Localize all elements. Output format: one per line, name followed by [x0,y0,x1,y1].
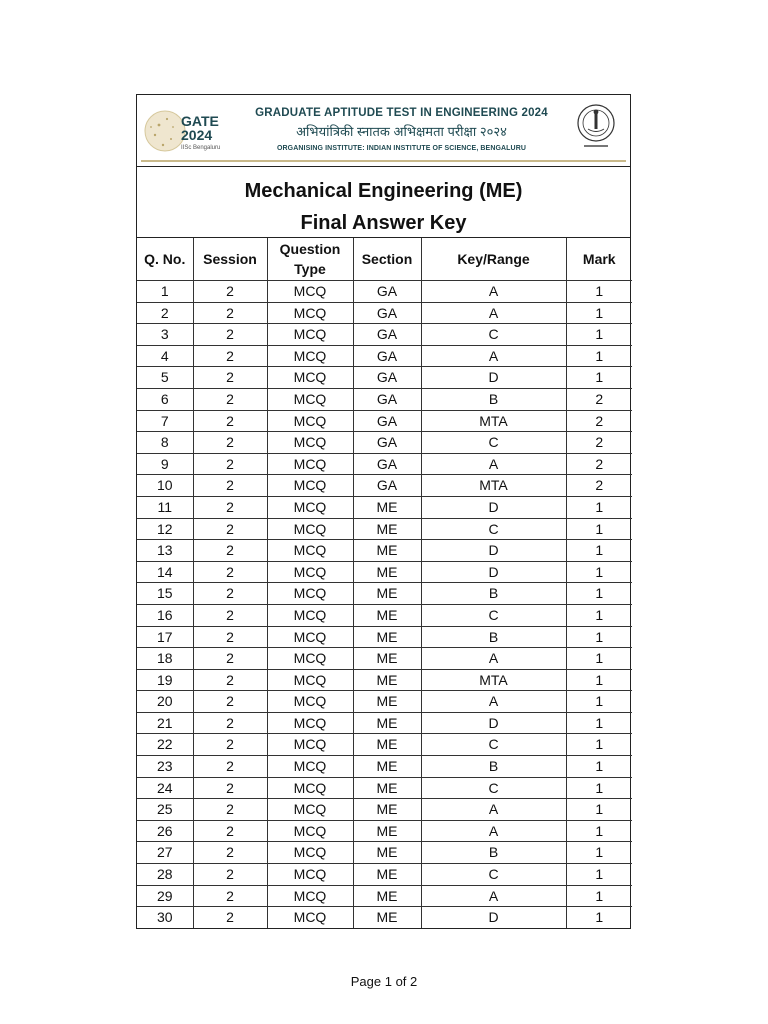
session-cell: 2 [193,518,267,540]
mark-cell: 2 [566,453,632,475]
question-type-cell: MCQ [267,345,353,367]
mark-cell: 1 [566,842,632,864]
mark-cell: 1 [566,496,632,518]
table-row [137,669,632,691]
question-number-cell: 6 [137,388,193,410]
header-title-english: GRADUATE APTITUDE TEST IN ENGINEERING 2024 [255,107,548,119]
section-cell: GA [353,281,421,303]
question-type-cell: MCQ [267,734,353,756]
column-header: Session [193,238,267,281]
mark-cell: 1 [566,669,632,691]
session-cell: 2 [193,885,267,907]
key-range-cell: D [421,561,566,583]
session-cell: 2 [193,432,267,454]
question-number-cell: 3 [137,324,193,346]
question-type-cell: MCQ [267,756,353,778]
question-type-cell: MCQ [267,475,353,497]
table-row [137,777,632,799]
key-range-cell: B [421,388,566,410]
section-cell: ME [353,669,421,691]
table-row [137,885,632,907]
logo-gate-text: GATE [181,113,219,129]
question-type-cell: MCQ [267,820,353,842]
session-cell: 2 [193,712,267,734]
mark-cell: 1 [566,777,632,799]
question-number-cell: 13 [137,540,193,562]
question-type-cell: MCQ [267,324,353,346]
key-range-cell: A [421,648,566,670]
section-cell: ME [353,648,421,670]
table-row [137,604,632,626]
section-cell: GA [353,367,421,389]
question-type-cell: MCQ [267,907,353,928]
question-type-cell: MCQ [267,712,353,734]
iisc-emblem [572,101,620,155]
document-title: Mechanical Engineering (ME) [244,180,523,202]
session-cell: 2 [193,669,267,691]
question-number-cell: 14 [137,561,193,583]
question-type-cell: MCQ [267,302,353,324]
mark-cell: 1 [566,648,632,670]
logo-year-text: 2024 [181,127,213,143]
mark-cell: 1 [566,518,632,540]
section-cell: ME [353,518,421,540]
mark-cell: 1 [566,281,632,303]
section-cell: ME [353,756,421,778]
session-cell: 2 [193,907,267,928]
session-cell: 2 [193,410,267,432]
mark-cell: 2 [566,432,632,454]
mark-cell: 1 [566,604,632,626]
key-range-cell: MTA [421,410,566,432]
table-row [137,324,632,346]
question-number-cell: 19 [137,669,193,691]
question-type-cell: MCQ [267,799,353,821]
question-number-cell: 7 [137,410,193,432]
column-header: Mark [566,238,632,281]
key-range-cell: B [421,842,566,864]
table-row [137,475,632,497]
mark-cell: 1 [566,583,632,605]
gate-2024-logo [143,101,231,157]
table-row [137,907,632,928]
mark-cell: 1 [566,540,632,562]
question-number-cell: 24 [137,777,193,799]
section-cell: ME [353,561,421,583]
key-range-cell: D [421,496,566,518]
session-cell: 2 [193,561,267,583]
header-divider [141,160,626,162]
mark-cell: 2 [566,410,632,432]
section-cell: ME [353,842,421,864]
question-number-cell: 29 [137,885,193,907]
key-range-cell: C [421,864,566,886]
session-cell: 2 [193,604,267,626]
session-cell: 2 [193,864,267,886]
table-row [137,756,632,778]
question-number-cell: 2 [137,302,193,324]
section-cell: ME [353,496,421,518]
document-header [137,95,630,167]
mark-cell: 2 [566,475,632,497]
page-number: Page 1 of 2 [350,974,418,989]
column-header: Key/Range [421,238,566,281]
question-number-cell: 18 [137,648,193,670]
question-type-cell: MCQ [267,432,353,454]
question-number-cell: 9 [137,453,193,475]
question-type-cell: MCQ [267,864,353,886]
header-titles [237,107,566,152]
question-number-cell: 5 [137,367,193,389]
mark-cell: 1 [566,799,632,821]
question-type-cell: MCQ [267,561,353,583]
mark-cell: 1 [566,367,632,389]
key-range-cell: A [421,691,566,713]
session-cell: 2 [193,324,267,346]
section-cell: GA [353,345,421,367]
table-row [137,367,632,389]
logo-sub-text: IISc Bengaluru [181,145,221,151]
document-subtitle: Final Answer Key [300,212,467,234]
header-organiser: ORGANISING INSTITUTE: INDIAN INSTITUTE OF SCIENCE, BENGALURU [276,145,527,152]
question-type-cell: MCQ [267,367,353,389]
question-number-cell: 25 [137,799,193,821]
key-range-cell: B [421,626,566,648]
session-cell: 2 [193,496,267,518]
key-range-cell: C [421,324,566,346]
key-range-cell: A [421,281,566,303]
mark-cell: 1 [566,864,632,886]
question-number-cell: 17 [137,626,193,648]
column-header: Question Type [267,238,353,281]
key-range-cell: A [421,820,566,842]
session-cell: 2 [193,842,267,864]
key-range-cell: A [421,345,566,367]
column-header: Section [353,238,421,281]
question-number-cell: 23 [137,756,193,778]
question-number-cell: 20 [137,691,193,713]
section-cell: ME [353,885,421,907]
question-type-cell: MCQ [267,842,353,864]
section-cell: ME [353,864,421,886]
mark-cell: 1 [566,626,632,648]
key-range-cell: D [421,712,566,734]
table-row [137,820,632,842]
question-type-cell: MCQ [267,777,353,799]
question-type-cell: MCQ [267,583,353,605]
section-cell: GA [353,432,421,454]
question-type-cell: MCQ [267,604,353,626]
table-row [137,864,632,886]
question-number-cell: 22 [137,734,193,756]
key-range-cell: C [421,777,566,799]
section-cell: GA [353,453,421,475]
question-type-cell: MCQ [267,885,353,907]
answer-key-body [137,281,632,928]
session-cell: 2 [193,777,267,799]
section-cell: ME [353,820,421,842]
session-cell: 2 [193,281,267,303]
session-cell: 2 [193,540,267,562]
session-cell: 2 [193,453,267,475]
gate-globe-icon [143,101,231,157]
key-range-cell: B [421,583,566,605]
session-cell: 2 [193,388,267,410]
question-number-cell: 12 [137,518,193,540]
question-type-cell: MCQ [267,453,353,475]
table-row [137,842,632,864]
section-cell: GA [353,302,421,324]
mark-cell: 1 [566,734,632,756]
question-number-cell: 8 [137,432,193,454]
table-row [137,583,632,605]
key-range-cell: A [421,302,566,324]
table-row [137,712,632,734]
mark-cell: 1 [566,302,632,324]
section-cell: GA [353,475,421,497]
table-row [137,799,632,821]
answer-key-sheet [136,94,631,929]
question-number-cell: 16 [137,604,193,626]
table-row [137,345,632,367]
key-range-cell: D [421,367,566,389]
session-cell: 2 [193,302,267,324]
question-number-cell: 1 [137,281,193,303]
table-row [137,648,632,670]
question-number-cell: 4 [137,345,193,367]
table-row [137,496,632,518]
header-title-hindi: अभियांत्रिकी स्नातक अभिक्षमता परीक्षा २०२४ [296,124,507,139]
question-type-cell: MCQ [267,410,353,432]
session-cell: 2 [193,734,267,756]
question-type-cell: MCQ [267,626,353,648]
session-cell: 2 [193,799,267,821]
question-number-cell: 30 [137,907,193,928]
mark-cell: 1 [566,561,632,583]
section-cell: GA [353,388,421,410]
key-range-cell: C [421,734,566,756]
question-number-cell: 26 [137,820,193,842]
session-cell: 2 [193,756,267,778]
section-cell: ME [353,777,421,799]
answer-key-table [137,238,632,928]
key-range-cell: MTA [421,475,566,497]
mark-cell: 1 [566,345,632,367]
mark-cell: 1 [566,885,632,907]
section-cell: ME [353,712,421,734]
mark-cell: 1 [566,712,632,734]
table-row [137,561,632,583]
question-type-cell: MCQ [267,669,353,691]
question-type-cell: MCQ [267,648,353,670]
section-cell: ME [353,734,421,756]
question-number-cell: 10 [137,475,193,497]
key-range-cell: C [421,518,566,540]
table-row [137,432,632,454]
table-row [137,281,632,303]
table-row [137,626,632,648]
key-range-cell: A [421,453,566,475]
session-cell: 2 [193,820,267,842]
session-cell: 2 [193,345,267,367]
table-header-row [137,238,632,281]
key-range-cell: D [421,540,566,562]
document-title-block [137,167,630,238]
mark-cell: 1 [566,820,632,842]
question-type-cell: MCQ [267,691,353,713]
section-cell: ME [353,626,421,648]
session-cell: 2 [193,626,267,648]
session-cell: 2 [193,691,267,713]
iisc-seal-icon [572,101,620,155]
mark-cell: 1 [566,907,632,928]
key-range-cell: D [421,907,566,928]
section-cell: ME [353,799,421,821]
key-range-cell: MTA [421,669,566,691]
table-row [137,691,632,713]
question-type-cell: MCQ [267,496,353,518]
table-row [137,388,632,410]
table-row [137,410,632,432]
column-header: Q. No. [137,238,193,281]
key-range-cell: C [421,432,566,454]
mark-cell: 2 [566,388,632,410]
key-range-cell: C [421,604,566,626]
section-cell: GA [353,324,421,346]
key-range-cell: B [421,756,566,778]
section-cell: ME [353,691,421,713]
table-row [137,734,632,756]
question-number-cell: 28 [137,864,193,886]
section-cell: ME [353,583,421,605]
section-cell: ME [353,604,421,626]
session-cell: 2 [193,583,267,605]
question-number-cell: 27 [137,842,193,864]
session-cell: 2 [193,648,267,670]
table-row [137,518,632,540]
session-cell: 2 [193,367,267,389]
mark-cell: 1 [566,691,632,713]
section-cell: GA [353,410,421,432]
table-row [137,540,632,562]
section-cell: ME [353,540,421,562]
key-range-cell: A [421,799,566,821]
question-type-cell: MCQ [267,388,353,410]
question-number-cell: 11 [137,496,193,518]
section-cell: ME [353,907,421,928]
mark-cell: 1 [566,324,632,346]
session-cell: 2 [193,475,267,497]
table-row [137,453,632,475]
question-type-cell: MCQ [267,540,353,562]
key-range-cell: A [421,885,566,907]
question-type-cell: MCQ [267,518,353,540]
table-row [137,302,632,324]
question-type-cell: MCQ [267,281,353,303]
question-number-cell: 15 [137,583,193,605]
mark-cell: 1 [566,756,632,778]
question-number-cell: 21 [137,712,193,734]
